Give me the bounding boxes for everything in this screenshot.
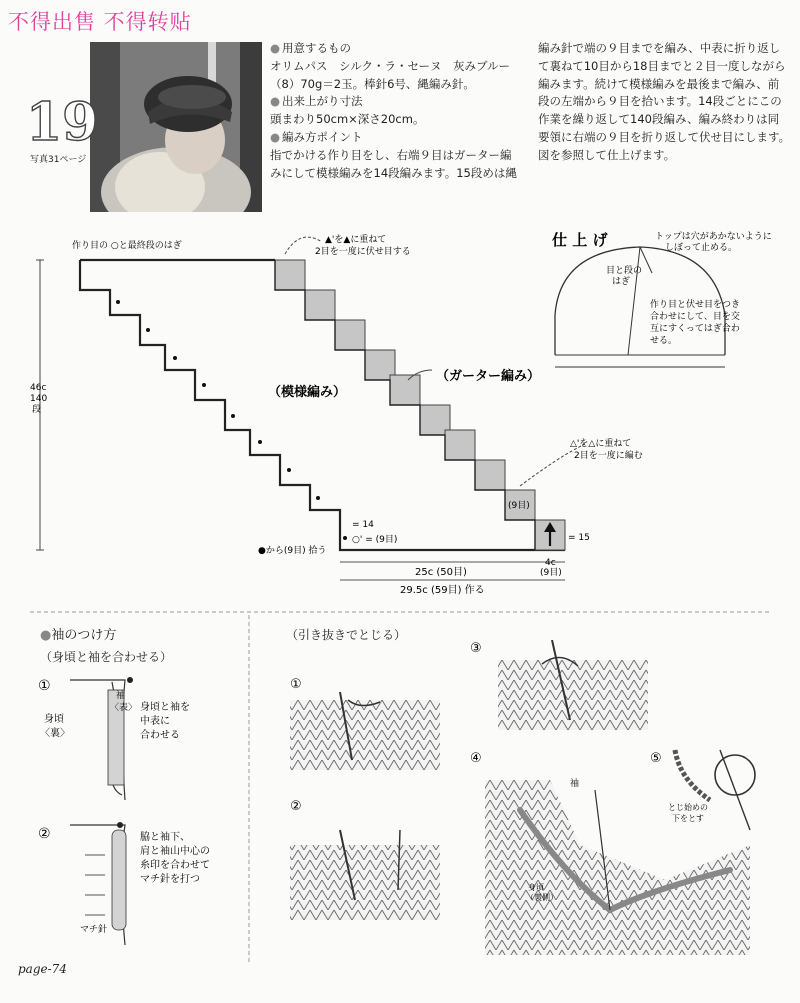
garter-square <box>305 290 335 320</box>
width-main: 25c (50目) <box>415 567 467 578</box>
finish-note-low-2: 合わせにして、目を交 <box>650 312 740 322</box>
right-line: て裏ねて10目から18目までと２目一度しながら <box>538 58 786 73</box>
step1-text-1: 身頃と袖を <box>140 702 190 713</box>
equals-14: = 14 <box>352 520 374 530</box>
size-text: 頭まわり50cm×深さ20cm。 <box>270 112 425 127</box>
sleeve-label-2: 〈表〉 <box>110 703 138 713</box>
step2-text-1: 脇と袖下、 <box>140 832 190 843</box>
garter-stitch-label: （ガーター編み） <box>436 369 541 384</box>
finish-note-low-4: せる。 <box>650 336 678 346</box>
knit-swatch <box>485 780 750 955</box>
model-photo <box>90 42 262 212</box>
step1-text-3: 合わせる <box>140 730 180 741</box>
equals-15: = 15 <box>568 533 590 543</box>
page-number: page-74 <box>18 962 67 976</box>
pull-step-3: ③ <box>470 641 482 656</box>
sleeve-step-1: ① <box>38 678 51 694</box>
materials-line-2: （8）70g＝2玉。棒針6号、縄編み針。 <box>270 76 475 91</box>
garter-square <box>475 460 505 490</box>
pullthrough-steps-diagram <box>280 640 795 965</box>
body-label-2: 〈裏〉 <box>40 728 70 739</box>
body-label-1: 身頃 <box>44 714 64 725</box>
top-note-1: ▲'を▲に重ねて <box>325 235 387 245</box>
section-divider <box>30 610 770 614</box>
pin-label: マチ針 <box>80 925 108 935</box>
width-total: 29.5c (59目) 作る <box>400 585 485 596</box>
pullthrough-heading: （引き抜きでとじる） <box>286 628 407 642</box>
finish-note-low-3: 互にすくってはぎ合わ <box>650 324 740 334</box>
finish-note-top-2: しぼって止める。 <box>665 243 738 253</box>
garter-square <box>445 430 475 460</box>
materials-heading: ● 用意するもの <box>270 40 530 58</box>
finish-note-top-1: トップは穴があかないように <box>655 232 772 242</box>
right-line: 編み針で端の９目までを編み、中表に折り返し <box>538 41 781 55</box>
pull-label-sleeve: 袖 <box>570 779 580 789</box>
start-note: 作り目の ○と最終段のはぎ <box>72 241 182 251</box>
knit-swatch <box>498 660 648 730</box>
pattern-number: 19 <box>26 92 99 153</box>
finish-note-mid-2: はぎ <box>612 277 631 287</box>
sleeve-label-1: 袖 <box>116 691 126 701</box>
instructions-left <box>270 40 530 182</box>
sleeve-heading-text: 袖のつけ方 <box>51 628 117 643</box>
width-small-2: (9目) <box>540 568 562 578</box>
step2-text-2: 肩と袖山中心の <box>140 846 210 857</box>
size-heading: ● 出来上がり寸法 <box>270 93 530 111</box>
column-divider <box>247 615 251 965</box>
right-note-2: 2目を一度に編む <box>574 451 643 461</box>
top-note-2: 2目を一度に伏せ目する <box>315 247 411 257</box>
finish-diagram <box>540 225 800 395</box>
pull-label-end-2: 下をとす <box>672 814 704 823</box>
point-line-1: 指でかける作り目をし、右端９目はガーター編 <box>270 147 512 162</box>
knit-swatch <box>290 845 440 920</box>
right-line: 要領に右端の９目を折り返して伏せ目にします。 <box>538 129 791 144</box>
right-line: 作業を繰り返して140段編み、編み終わりは同 <box>538 112 780 127</box>
pull-label-end-1: とじ始めの <box>668 803 708 812</box>
right-line: 段の左端から９目を拾います。14段ごとにこの <box>538 94 782 109</box>
right-note-1: △'を△に重ねて <box>570 439 632 449</box>
sleeve-subheading: （身頃と袖を合わせる） <box>40 650 173 664</box>
right-line: 編みます。続けて模様編みを最後まで編み、前 <box>538 76 780 91</box>
height-label-2: 140 <box>30 394 48 404</box>
finish-title: 仕 上 げ <box>552 231 608 249</box>
height-label-1: 46c <box>30 383 47 393</box>
sleeve-steps-diagram <box>30 670 245 960</box>
instructions-right <box>538 40 794 165</box>
pull-step-5: ⑤ <box>650 751 662 766</box>
right-line: 図を参照して仕上げます。 <box>538 147 676 162</box>
finish-note-mid-1: 目と段の <box>606 266 643 276</box>
watermark: 不得出售 不得转贴 <box>8 10 192 34</box>
garter-square <box>335 320 365 350</box>
knit-swatch <box>290 700 440 770</box>
pattern-stitch-label: （模様編み） <box>268 385 347 400</box>
step1-text-2: 中表に <box>140 716 170 727</box>
height-label-3: 段 <box>32 405 42 415</box>
pick-up-note: ●から(9目) 拾う <box>258 546 327 556</box>
width-small-1: 4c <box>545 558 556 568</box>
garter-square <box>275 260 305 290</box>
sleeve-step-2: ② <box>38 826 51 842</box>
step2-text-4: マチ針を打つ <box>140 874 200 885</box>
garter-square <box>390 375 420 405</box>
pull-label-body-1: 身頃 <box>528 883 544 892</box>
pull-step-1: ① <box>290 677 302 692</box>
o-equals-9: ○' = (9目) <box>352 535 398 545</box>
nine-stitches: (9目) <box>508 501 530 511</box>
pull-step-4: ④ <box>470 751 482 766</box>
pull-step-2: ② <box>290 799 302 814</box>
sleeve-heading: ●袖のつけ方 <box>40 628 117 643</box>
step2-text-3: 糸印を合わせて <box>140 860 210 871</box>
pull-label-body-2: （裏側） <box>526 893 558 902</box>
point-line-2: みにして模様編みを14段編みます。15段めは縄 <box>270 165 517 180</box>
materials-line-1: オリムパス シルク・ラ・セーヌ 灰みブルー <box>270 58 511 73</box>
point-heading: ● 編み方ポイント <box>270 129 530 147</box>
photo-reference: 写真31ページ <box>30 155 87 165</box>
finish-note-low-1: 作り目と伏せ目をつき <box>650 300 741 310</box>
